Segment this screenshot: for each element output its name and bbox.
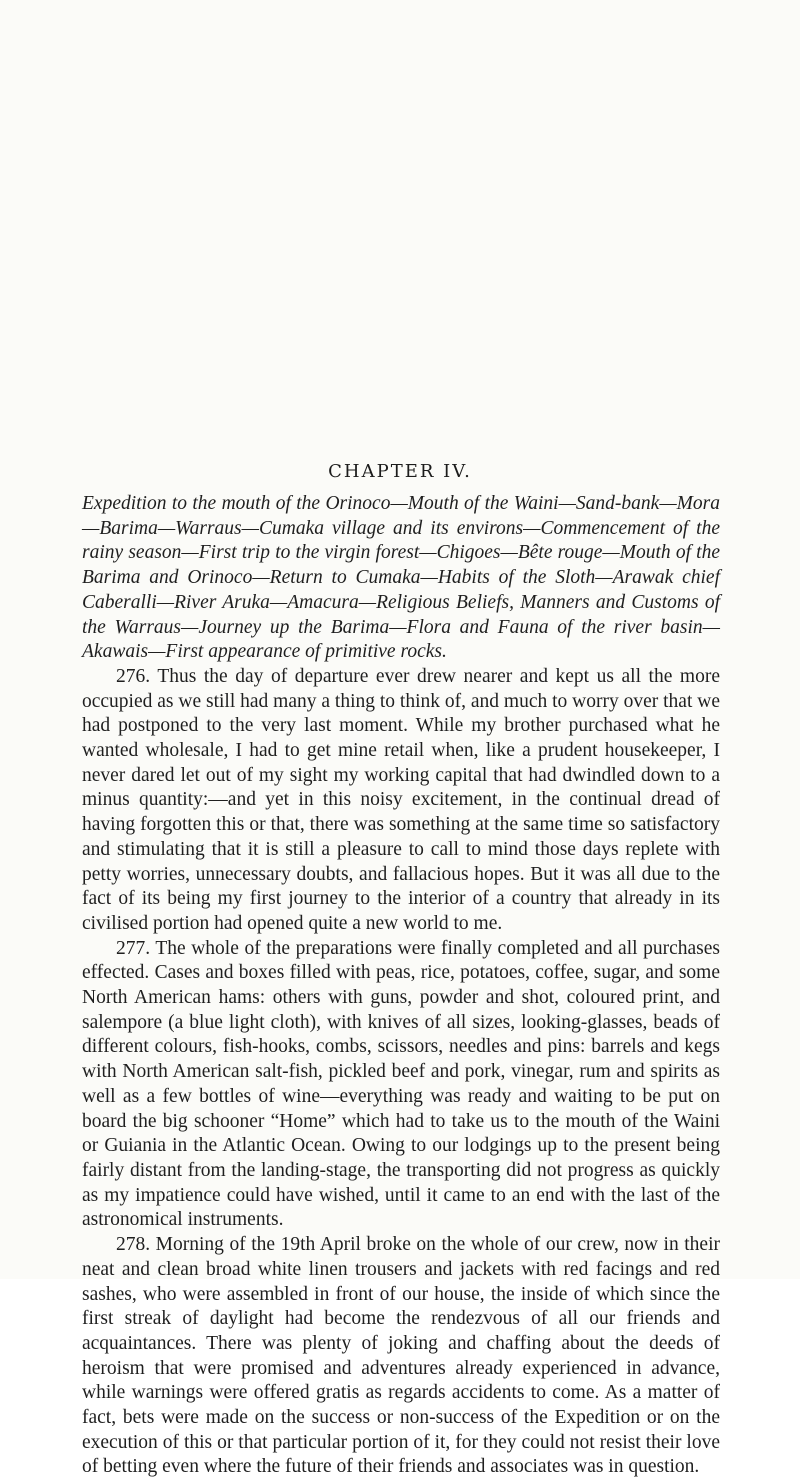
chapter-summary: Expedition to the mouth of the Orinoco—Mouth of the Waini—Sand-bank—Mora—Barima—Warraus—Cumaka village and its environs—Commencement of the rainy season—First trip to the virgin forest—Chigoes—Bête rouge—Mouth of the Barima and Orinoco—Return to Cumaka—Habits of the Sloth—Arawak chief Caberalli—River Aruka—Amacura—Religious Beliefs, Manners and Customs of the Warraus—Journey up the Barima—Flora and Fauna of the river basin—Akawais—First appearance of primitive rocks. — [82, 493, 720, 663]
paragraph-number: 276. — [116, 665, 151, 687]
paragraph-277 — [82, 937, 720, 1233]
paragraph-text: Thus the day of departure ever drew nearer and kept us all the more occupied as we still had many a thing to think of, and much to worry over that we had postponed to the very last moment. While my brother purchased what he wanted wholesale, I had to get mine retail when, like a prudent housekeeper, I never dared let out of my sight my working capital that had dwindled down to a minus quantity:—and yet in this noisy excitement, in the continual dread of having forgotten this or that, there was something at the same time so satisfactory and stimulating that it is still a pleasure to call to mind those days replete with petty worries, unnecessary doubts, and fallacious hopes. But it was all due to the fact of its being my first journey to the interior of a country that already in its civilised portion had opened quite a new world to me. — [82, 665, 720, 934]
paragraph-text: The whole of the preparations were finally completed and all purchases effected. Cases and boxes filled with peas, rice, potatoes, coffee, sugar, and some North American hams: others with guns, powder and shot, coloured print, and salempore (a blue light cloth), with knives of all sizes, looking-glasses, beads of different colours, fish-hooks, combs, scissors, needles and pins: barrels and kegs with North American salt-fish, pickled beef and pork, vinegar, rum and spirits as well as a few bottles of wine—everything was ready and waiting to be put on board the big schooner “Home” which had to take us to the mouth of the Waini or Guiania in the Atlantic Ocean. Owing to our lodgings up to the present being fairly distant from the landing-stage, the transporting did not progress as quickly as my impatience could have wished, until it came to an end with the last of the astronomical instruments. — [82, 937, 720, 1231]
paragraph-number: 277. — [116, 937, 151, 959]
paragraph-276 — [82, 665, 720, 937]
chapter-heading: CHAPTER IV. — [328, 461, 472, 482]
chapter-body — [82, 492, 720, 1480]
paragraph-278 — [82, 1233, 720, 1480]
paragraph-number: 278. — [116, 1234, 151, 1256]
paragraph-text: Morning of the 19th April broke on the whole of our crew, now in their neat and clean broad white linen trousers and jackets with red facings and red sashes, who were assembled in front of our house, the inside of which since the first streak of daylight had become the rendezvous of all our friends and acquaintances. There was plenty of joking and chaffing about the deeds of heroism that were promised and adventures already experienced in advance, while warnings were offered gratis as regards accidents to come. As a matter of fact, bets were made on the success or non-success of the Expedition or on the execution of this or that particular portion of it, for they could not resist their love of betting even where the future of their friends and associates was in question. — [82, 1234, 720, 1478]
